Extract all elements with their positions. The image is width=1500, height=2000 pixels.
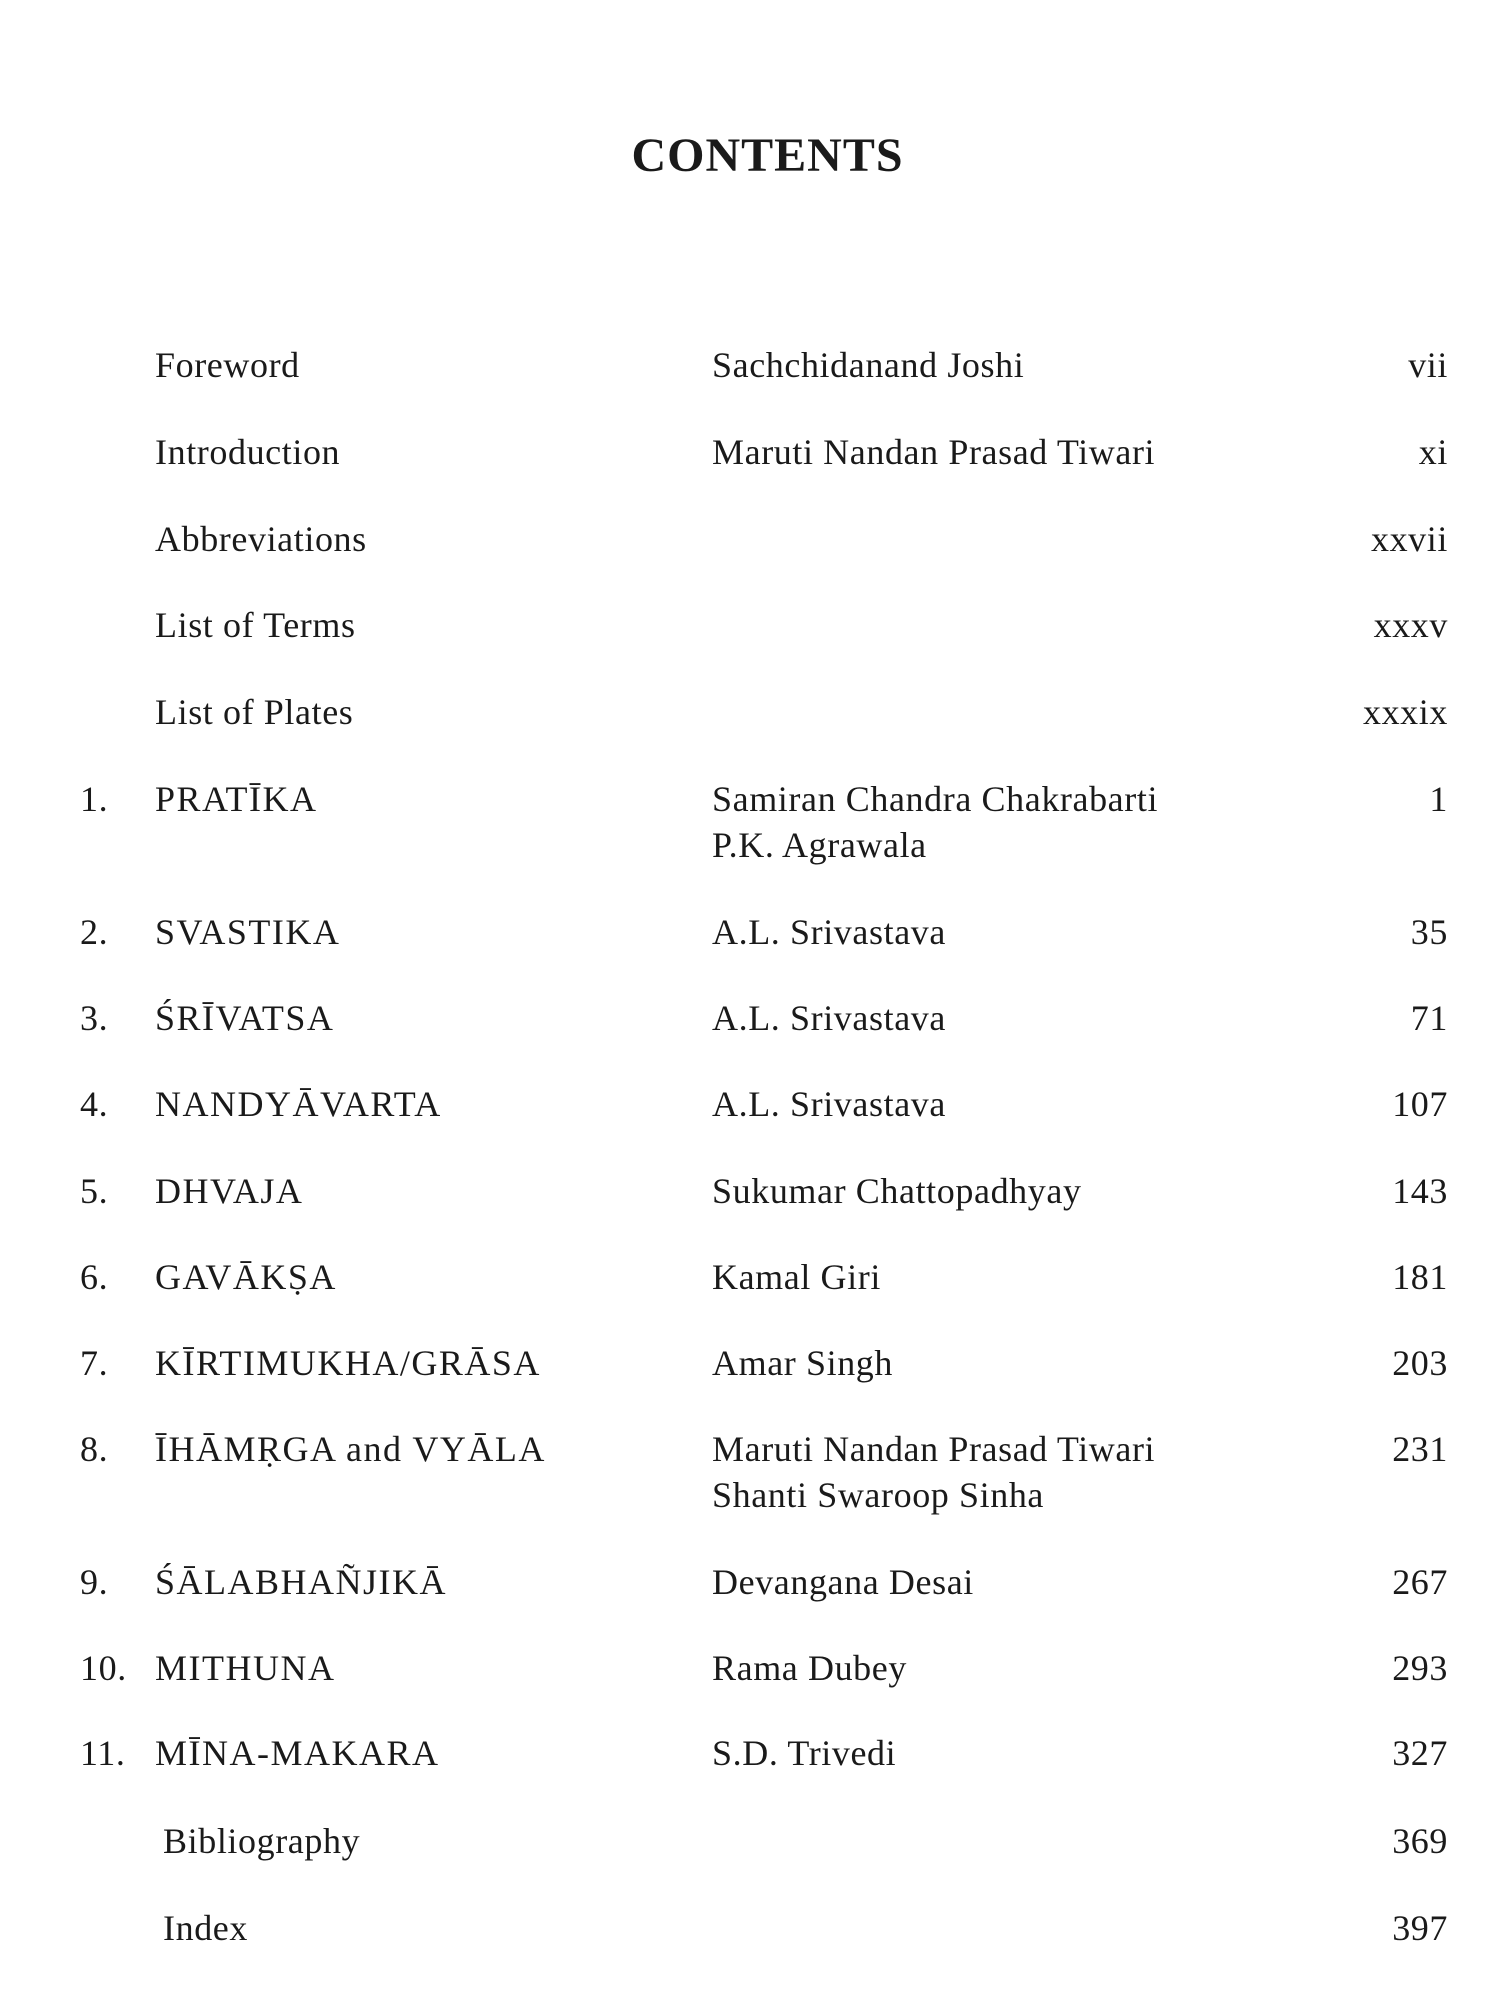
entry-author: Sachchidanand Joshi bbox=[712, 345, 1025, 385]
entry-title: NANDYĀVARTA bbox=[155, 1084, 442, 1124]
entry-page-number: xxvii bbox=[1370, 519, 1448, 559]
entry-page-number: 143 bbox=[1392, 1171, 1448, 1211]
entry-title: Foreword bbox=[155, 345, 300, 385]
entry-author: Kamal Giri bbox=[712, 1257, 881, 1297]
entry-authors bbox=[712, 1168, 1082, 1214]
entry-authors bbox=[712, 1645, 907, 1691]
entry-authors bbox=[712, 342, 1024, 388]
entry-title: MITHUNA bbox=[155, 1648, 336, 1688]
entry-author: P.K. Agrawala bbox=[712, 825, 927, 865]
entry-number: 11. bbox=[80, 1733, 126, 1773]
entry-title: List of Plates bbox=[155, 692, 354, 732]
entry-title: GAVĀKṢA bbox=[155, 1257, 337, 1297]
entry-page-number: 107 bbox=[1392, 1084, 1448, 1124]
entry-page-number: 327 bbox=[1392, 1733, 1448, 1773]
entry-title: Abbreviations bbox=[155, 519, 367, 559]
entry-page-number: 231 bbox=[1392, 1429, 1448, 1469]
entry-authors bbox=[712, 1559, 974, 1605]
entry-number: 4. bbox=[80, 1084, 109, 1124]
entry-title: SVASTIKA bbox=[155, 912, 341, 952]
entry-number: 2. bbox=[80, 912, 109, 952]
entry-number: 3. bbox=[80, 998, 109, 1038]
entry-page-number: 181 bbox=[1392, 1257, 1448, 1297]
entry-title: Bibliography bbox=[163, 1821, 361, 1861]
entry-author: S.D. Trivedi bbox=[712, 1733, 897, 1773]
entry-page-number: 293 bbox=[1392, 1648, 1448, 1688]
entry-page-number: 35 bbox=[1410, 912, 1448, 952]
entry-title: ĪHĀMṚGA and VYĀLA bbox=[155, 1429, 546, 1469]
entry-title: Introduction bbox=[155, 432, 341, 472]
entry-author: Maruti Nandan Prasad Tiwari bbox=[712, 432, 1156, 472]
entry-author: Sukumar Chattopadhyay bbox=[712, 1171, 1082, 1211]
entry-number: 1. bbox=[80, 779, 109, 819]
entry-title: List of Terms bbox=[155, 605, 356, 645]
entry-number: 9. bbox=[80, 1562, 109, 1602]
entry-page-number: vii bbox=[1408, 345, 1448, 385]
entry-page-number: xxxix bbox=[1362, 692, 1448, 732]
entry-number: 6. bbox=[80, 1257, 109, 1297]
entry-number: 10. bbox=[80, 1648, 127, 1688]
entry-authors bbox=[712, 995, 946, 1041]
entry-author: Samiran Chandra Chakrabarti bbox=[712, 779, 1159, 819]
entry-title: DHVAJA bbox=[155, 1171, 304, 1211]
entry-page-number: 369 bbox=[1392, 1821, 1448, 1861]
entry-author: A.L. Srivastava bbox=[712, 1084, 946, 1124]
entry-authors bbox=[712, 909, 946, 955]
entry-page-number: xxxv bbox=[1373, 605, 1448, 645]
entry-page-number: 1 bbox=[1429, 779, 1448, 819]
entry-author: Rama Dubey bbox=[712, 1648, 907, 1688]
entry-author: A.L. Srivastava bbox=[712, 912, 946, 952]
entry-number: 5. bbox=[80, 1171, 109, 1211]
entry-author: Amar Singh bbox=[712, 1343, 893, 1383]
entry-author: Shanti Swaroop Sinha bbox=[712, 1475, 1044, 1515]
entry-author: Devangana Desai bbox=[712, 1562, 974, 1602]
entry-authors bbox=[712, 429, 1155, 475]
entry-title: KĪRTIMUKHA/GRĀSA bbox=[155, 1343, 541, 1383]
entry-page-number: 267 bbox=[1392, 1562, 1448, 1602]
entry-page-number: 397 bbox=[1392, 1908, 1448, 1948]
entry-title: PRATĪKA bbox=[155, 779, 318, 819]
entry-number: 8. bbox=[80, 1429, 109, 1469]
entry-title: MĪNA-MAKARA bbox=[155, 1733, 440, 1773]
entry-authors bbox=[712, 776, 1158, 868]
entry-page-number: xi bbox=[1418, 432, 1448, 472]
page-title: CONTENTS bbox=[631, 129, 904, 182]
entry-authors bbox=[712, 1340, 893, 1386]
entry-number: 7. bbox=[80, 1343, 109, 1383]
entry-authors bbox=[712, 1081, 946, 1127]
entry-authors bbox=[712, 1730, 896, 1776]
entry-title: Index bbox=[163, 1908, 248, 1948]
entry-authors bbox=[712, 1254, 881, 1300]
entry-authors bbox=[712, 1426, 1155, 1518]
entry-page-number: 203 bbox=[1392, 1343, 1448, 1383]
entry-author: Maruti Nandan Prasad Tiwari bbox=[712, 1429, 1156, 1469]
entry-title: ŚRĪVATSA bbox=[155, 998, 335, 1038]
entry-page-number: 71 bbox=[1410, 998, 1448, 1038]
entry-title: ŚĀLABHAÑJIKĀ bbox=[155, 1562, 448, 1602]
entry-author: A.L. Srivastava bbox=[712, 998, 946, 1038]
